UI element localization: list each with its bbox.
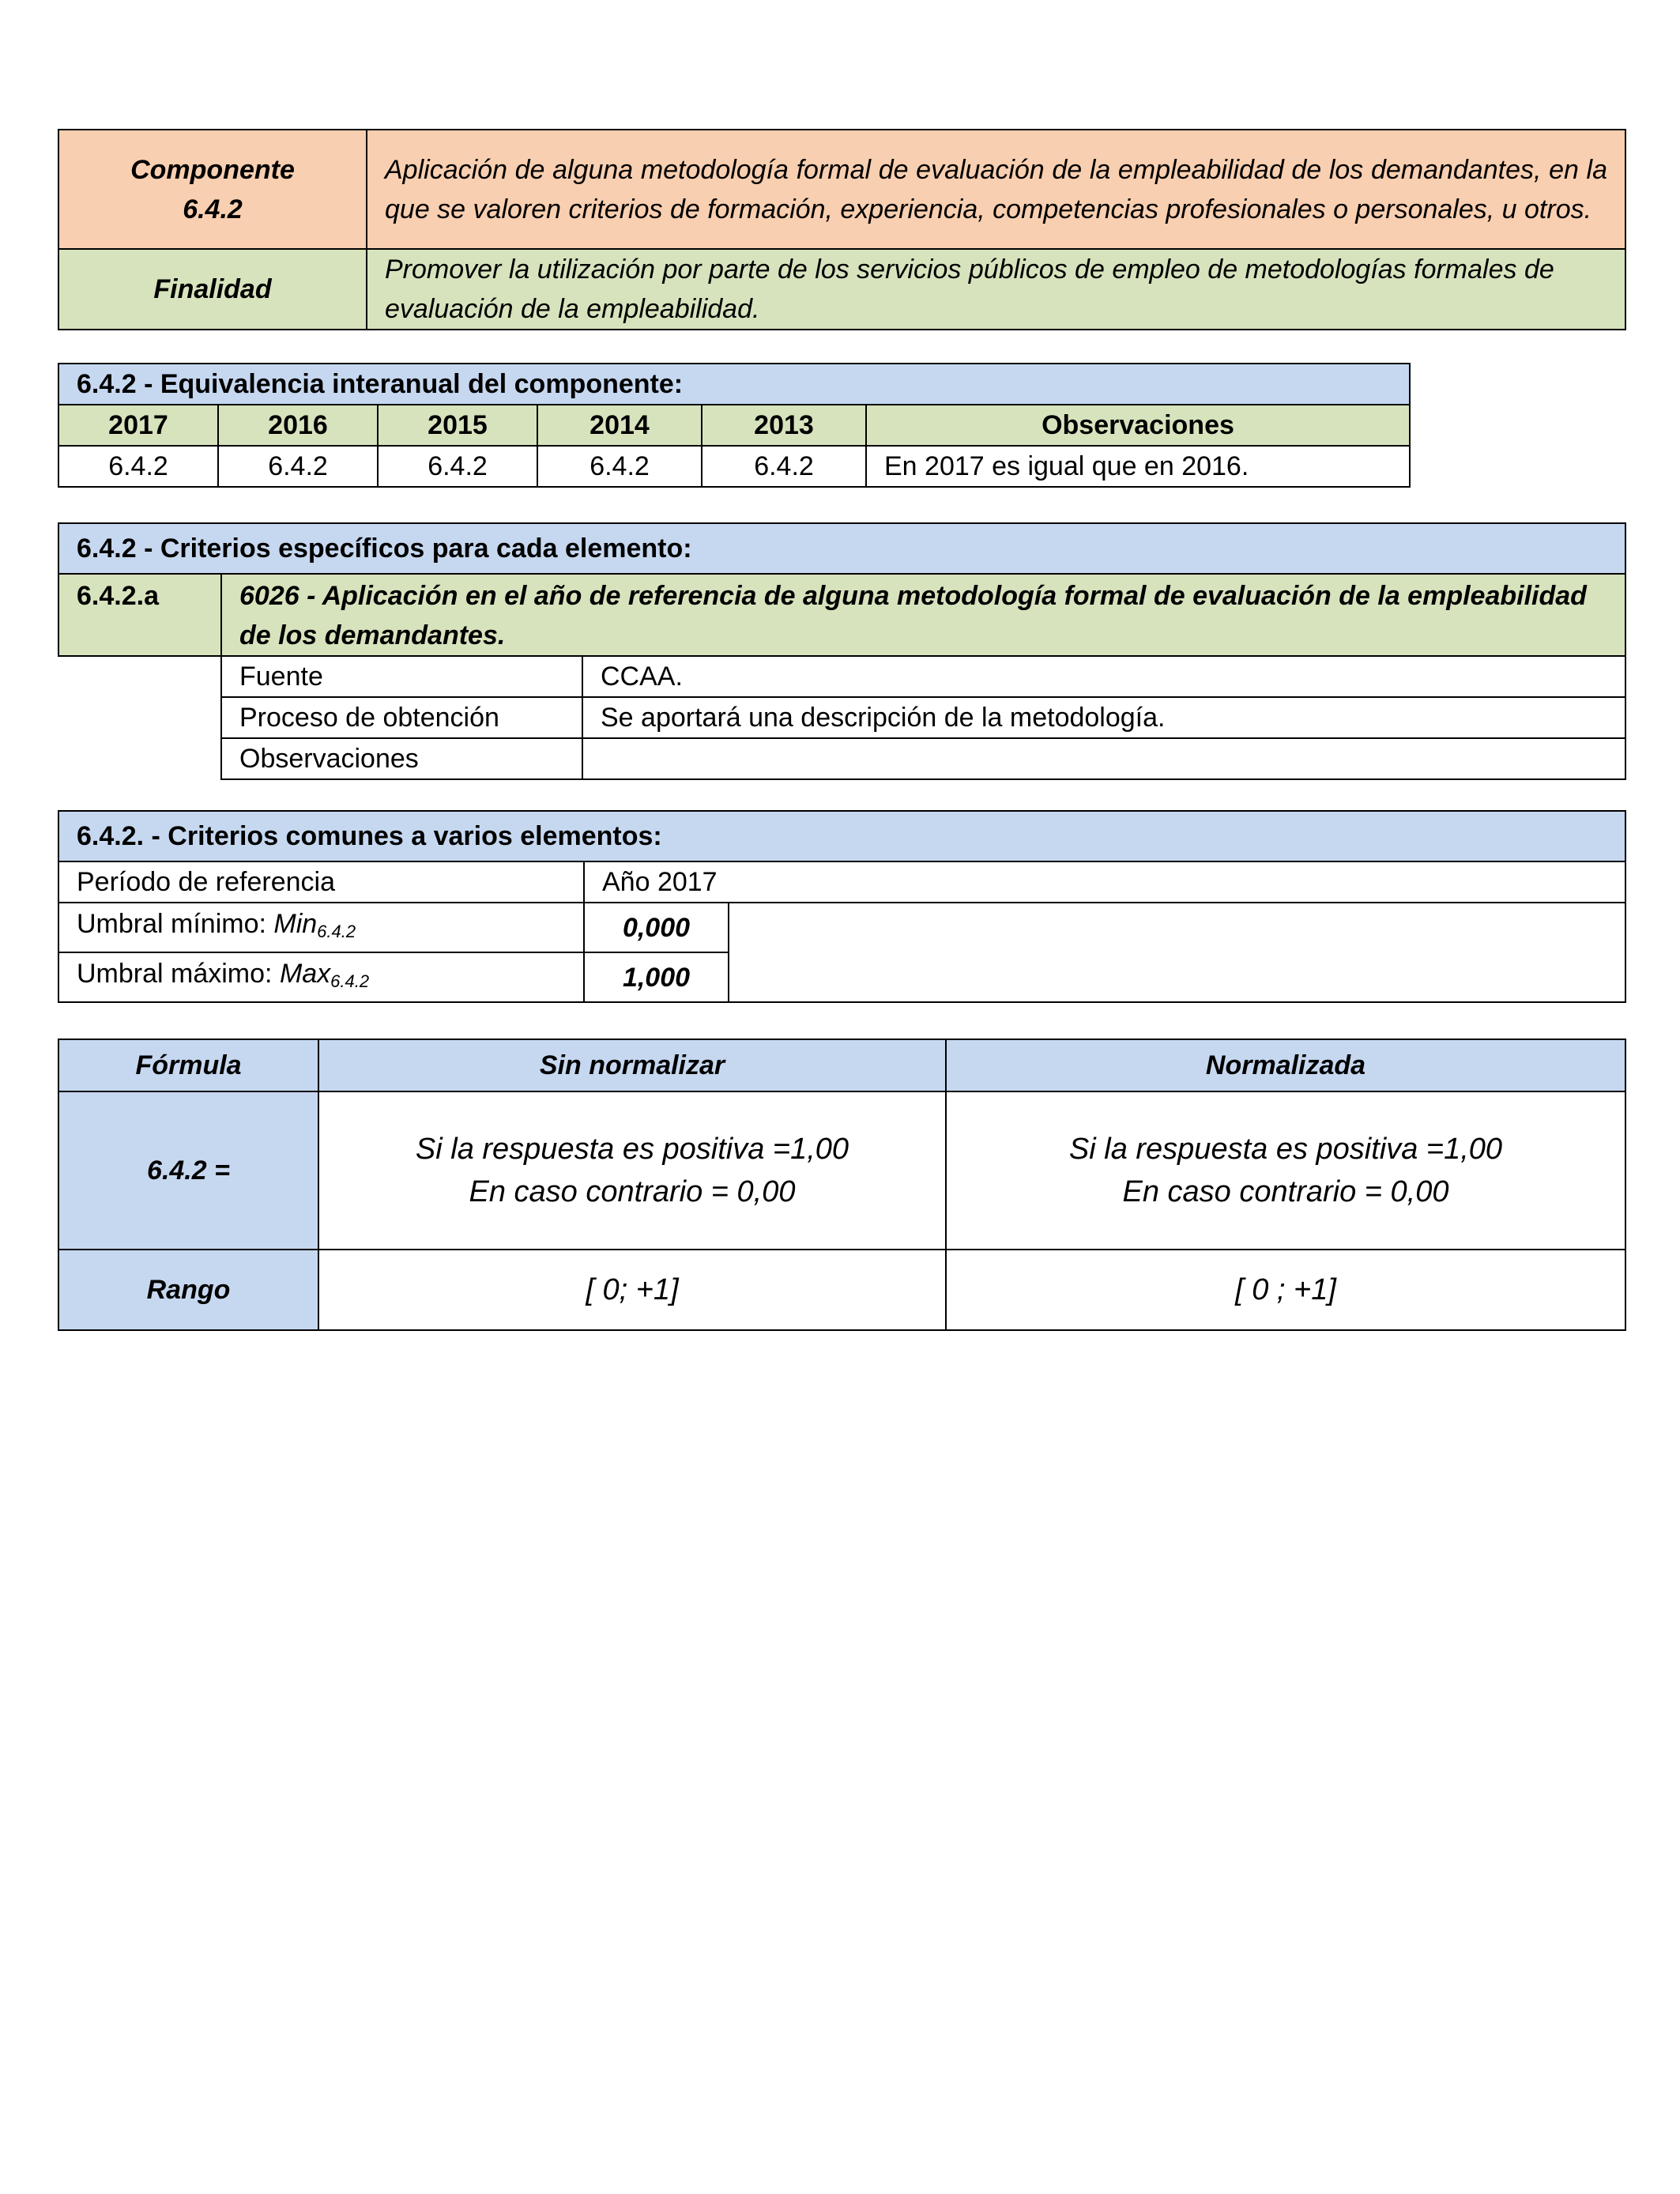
- criterios-comunes-table: [58, 810, 1626, 1003]
- fuente-label: Fuente: [221, 656, 582, 697]
- sin-normalizar-line1: Si la respuesta es positiva =1,00: [415, 1133, 849, 1166]
- equivalencia-value-2014: 6.4.2: [537, 446, 702, 487]
- componente-code: 6.4.2: [183, 194, 243, 224]
- umbral-maximo-text: Umbral máximo:: [77, 958, 280, 989]
- umbral-maximo-sub: 6.4.2: [330, 971, 370, 991]
- equivalencia-title: 6.4.2 - Equivalencia interanual del componente:: [58, 364, 1410, 405]
- periodo-label: Período de referencia: [58, 861, 584, 903]
- fuente-value: CCAA.: [582, 656, 1625, 697]
- equivalencia-header-2017: 2017: [58, 405, 218, 446]
- sin-normalizar-line2: En caso contrario = 0,00: [469, 1175, 796, 1208]
- sin-normalizar-formula: [318, 1091, 946, 1250]
- equivalencia-header-2013: 2013: [702, 405, 866, 446]
- equivalencia-value-2016: 6.4.2: [218, 446, 378, 487]
- sin-normalizar-header: Sin normalizar: [318, 1039, 946, 1091]
- rango-label: Rango: [58, 1250, 318, 1330]
- proceso-label: Proceso de obtención: [221, 697, 582, 738]
- umbral-minimo-value: 0,000: [584, 903, 729, 952]
- normalizada-header: Normalizada: [946, 1039, 1625, 1091]
- observaciones-value: [582, 738, 1625, 779]
- equivalencia-observaciones-value: En 2017 es igual que en 2016.: [866, 446, 1410, 487]
- criterios-especificos-title: 6.4.2 - Criterios específicos para cada elemento:: [58, 523, 1625, 574]
- formula-header: Fórmula: [58, 1039, 318, 1091]
- umbral-maximo-var: Max: [279, 958, 331, 989]
- equivalencia-value-2013: 6.4.2: [702, 446, 866, 487]
- rango-normalizada: [ 0 ; +1]: [946, 1250, 1625, 1330]
- normalizada-line2: En caso contrario = 0,00: [1122, 1175, 1449, 1208]
- formula-table: [58, 1039, 1626, 1331]
- finalidad-text: Promover la utilización por parte de los servicios públicos de empleo de metodologías formales de evaluación de la empleabilidad.: [367, 249, 1625, 330]
- element-description: 6026 - Aplicación en el año de referencia de alguna metodología formal de evaluación de la empleabilidad de los demandantes.: [221, 574, 1625, 656]
- equivalencia-value-2017: 6.4.2: [58, 446, 218, 487]
- componente-description: Aplicación de alguna metodología formal de evaluación de la empleabilidad de los demandantes, en la que se valoren criterios de formación, experiencia, competencias profesionales o personales, u otros.: [367, 130, 1625, 249]
- element-code: 6.4.2.a: [58, 574, 221, 656]
- equivalencia-header-2014: 2014: [537, 405, 702, 446]
- equivalencia-header-2015: 2015: [378, 405, 537, 446]
- componente-label-cell: [58, 130, 367, 249]
- equivalencia-value-2015: 6.4.2: [378, 446, 537, 487]
- umbral-maximo-value: 1,000: [584, 952, 729, 1002]
- formula-label: 6.4.2 =: [58, 1091, 318, 1250]
- componente-label: Componente: [130, 154, 295, 185]
- equivalencia-header-observaciones: Observaciones: [866, 405, 1410, 446]
- normalizada-formula: [946, 1091, 1625, 1250]
- normalizada-line1: Si la respuesta es positiva =1,00: [1068, 1133, 1503, 1166]
- umbral-minimo-var: Min: [273, 908, 318, 939]
- rango-sin-normalizar: [ 0; +1]: [318, 1250, 946, 1330]
- observaciones-label: Observaciones: [221, 738, 582, 779]
- criterios-especificos-table: [58, 522, 1626, 780]
- empty-cell: [58, 697, 221, 738]
- finalidad-label: Finalidad: [58, 249, 367, 330]
- proceso-value: Se aportará una descripción de la metodología.: [582, 697, 1625, 738]
- criterios-comunes-title: 6.4.2. - Criterios comunes a varios elementos:: [58, 811, 1625, 861]
- umbral-minimo-sub: 6.4.2: [317, 921, 356, 941]
- equivalencia-table: [58, 363, 1411, 488]
- componente-table: [58, 129, 1626, 330]
- umbral-minimo-label: [58, 903, 584, 952]
- empty-cell: [58, 738, 221, 779]
- umbral-empty-cell: [729, 903, 1625, 1002]
- umbral-maximo-label: [58, 952, 584, 1002]
- periodo-value: Año 2017: [584, 861, 1625, 903]
- umbral-minimo-text: Umbral mínimo:: [77, 908, 274, 939]
- equivalencia-header-2016: 2016: [218, 405, 378, 446]
- empty-cell: [58, 656, 221, 697]
